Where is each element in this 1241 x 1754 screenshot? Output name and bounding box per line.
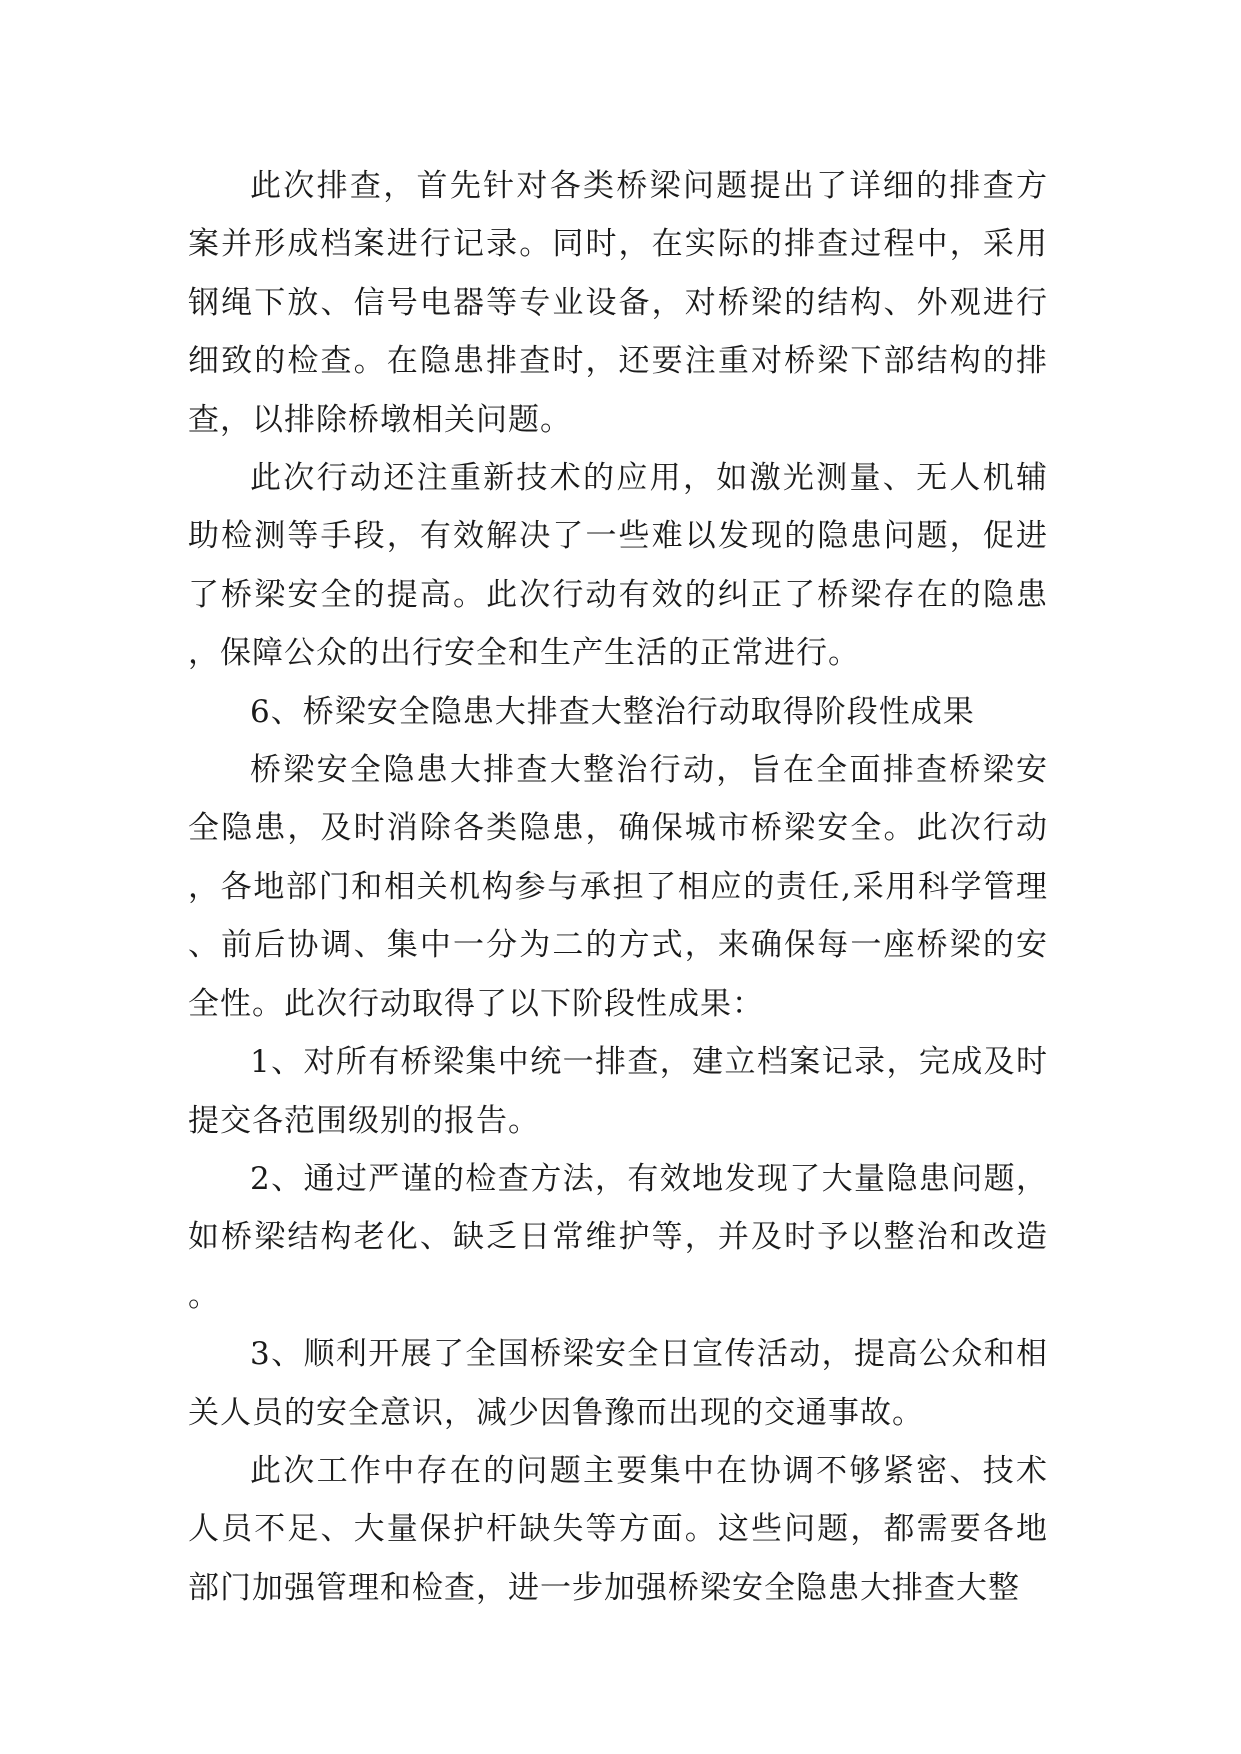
paragraph-inspection-method: 此次排查，首先针对各类桥梁问题提出了详细的排查方案并形成档案进行记录。同时，在实际的排查过程中，采用钢绳下放、信号电器等专业设备，对桥梁的结构、外观进行细致的检查。在隐患排查时，还要注重对桥梁下部结构的排查，以排除桥墩相关问题。 — [188, 168, 1048, 438]
paragraph-campaign-overview: 桥梁安全隐患大排查大整治行动，旨在全面排查桥梁安全隐患，及时消除各类隐患，确保城市桥梁安全。此次行动，各地部门和相关机构参与承担了相应的责任,采用科学管理、前后协调、集中一分为二的方式，来确保每一座桥梁的安全性。此次行动取得了以下阶段性成果： — [188, 752, 1048, 1022]
list-item-result-1: 1、对所有桥梁集中统一排查，建立档案记录，完成及时提交各范围级别的报告。 — [188, 1044, 1048, 1139]
list-item-result-2: 2、通过严谨的检查方法，有效地发现了大量隐患问题，如桥梁结构老化、缺乏日常维护等，并及时予以整治和改造。 — [188, 1160, 1048, 1314]
paragraph-new-technology: 此次行动还注重新技术的应用，如激光测量、无人机辅助检测等手段，有效解决了一些难以发现的隐患问题，促进了桥梁安全的提高。此次行动有效的纠正了桥梁存在的隐患，保障公众的出行安全和生产生活的正常进行。 — [188, 460, 1048, 672]
paragraph-problems: 此次工作中存在的问题主要集中在协调不够紧密、技术人员不足、大量保护杆缺失等方面。这些问题，都需要各地部门加强管理和检查，进一步加强桥梁安全隐患大排查大整 — [188, 1452, 1048, 1606]
list-item-result-3: 3、顺利开展了全国桥梁安全日宣传活动，提高公众和相关人员的安全意识，减少因鲁豫而出现的交通事故。 — [188, 1336, 1048, 1431]
section-heading-6: 6、桥梁安全隐患大排查大整治行动取得阶段性成果 — [250, 693, 975, 730]
document-body — [188, 157, 1048, 1617]
